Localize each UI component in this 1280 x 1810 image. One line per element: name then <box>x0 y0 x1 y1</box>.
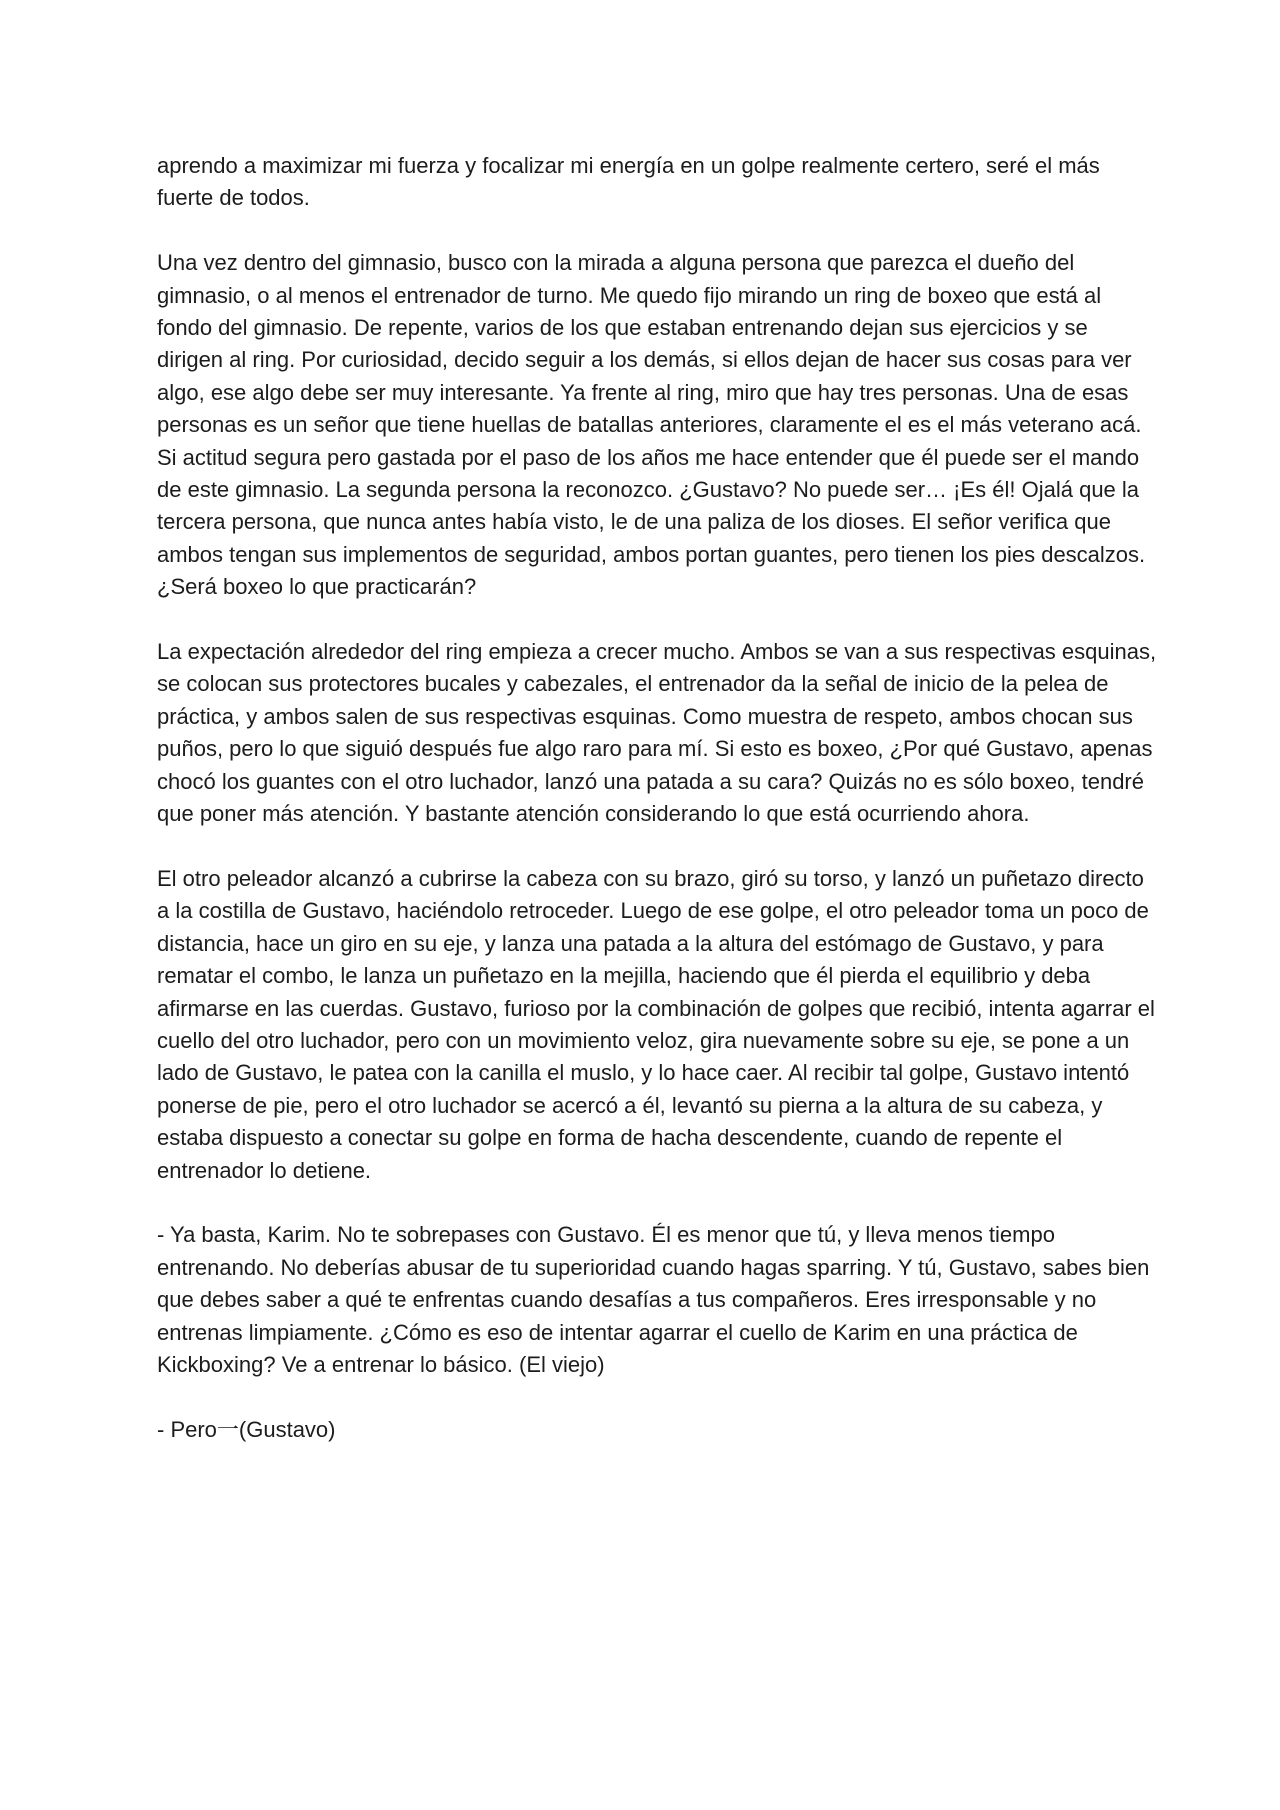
paragraph-fight-start: La expectación alrededor del ring empieza a crecer mucho. Ambos se van a sus respectivas esquinas, se colocan sus protectores bucales y cabezales, el entrenador da la señal de inicio de la pelea de práctica, y ambos salen de sus respectivas esquinas. Como muestra de respeto, ambos chocan sus puños, pero lo que siguió después fue algo raro para mí. Si esto es boxeo, ¿Por qué Gustavo, apenas chocó los guantes con el otro luchador, lanzó una patada a su cara? Quizás no es sólo boxeo, tendré que poner más atención. Y bastante atención considerando lo que está ocurriendo ahora. <box>157 639 1157 827</box>
paragraph-gym-arrival: Una vez dentro del gimnasio, busco con la mirada a alguna persona que parezca el dueño del gimnasio, o al menos el entrenador de turno. Me quedo fijo mirando un ring de boxeo que está al fondo del gimnasio. De repente, varios de los que estaban entrenando dejan sus ejercicios y se dirigen al ring. Por curiosidad, decido seguir a los demás, si ellos dejan de hacer sus cosas para ver algo, ese algo debe ser muy interesante. Ya frente al ring, miro que hay tres personas. Una de esas personas es un señor que tiene huellas de batallas anteriores, claramente el es el más veterano acá. Si actitud segura pero gastada por el paso de los años me hace entender que él puede ser el mando de este gimnasio. La segunda persona la reconozco. ¿Gustavo? No puede ser… ¡Es él! Ojalá que la tercera persona, que nunca antes había visto, le de una paliza de los dioses. El señor verifica que ambos tengan sus implementos de seguridad, ambos portan guantes, pero tienen los pies descalzos. ¿Será boxeo lo que practicarán? <box>157 250 1146 600</box>
dialogue-old-trainer: - Ya basta, Karim. No te sobrepases con Gustavo. Él es menor que tú, y lleva menos tiempo entrenando. No deberías abusar de tu superioridad cuando hagas sparring. Y tú, Gustavo, sabes bien que debes saber a qué te enfrentas cuando desafías a tus compañeros. Eres irresponsable y no entrenas limpiamente. ¿Cómo es eso de intentar agarrar el cuello de Karim en una práctica de Kickboxing? Ve a entrenar lo básico. (El viejo) <box>157 1222 1150 1377</box>
paragraph-fight-combo: El otro peleador alcanzó a cubrirse la cabeza con su brazo, giró su torso, y lanzó un puñetazo directo a la costilla de Gustavo, haciéndolo retroceder. Luego de ese golpe, el otro peleador toma un poco de distancia, hace un giro en su eje, y lanza una patada a la altura del estómago de Gustavo, y para rematar el combo, le lanza un puñetazo en la mejilla, haciendo que él pierda el equilibrio y deba afirmarse en las cuerdas. Gustavo, furioso por la combinación de golpes que recibió, intenta agarrar el cuello del otro luchador, pero con un movimiento veloz, gira nuevamente sobre su eje, se pone a un lado de Gustavo, le patea con la canilla el muslo, y lo hace caer. Al recibir tal golpe, Gustavo intentó ponerse de pie, pero el otro luchador se acercó a él, levantó su pierna a la altura de su cabeza, y estaba dispuesto a conectar su golpe en forma de hacha descendente, cuando de repente el entrenador lo detiene. <box>157 865 1155 1183</box>
paragraph-continuation: aprendo a maximizar mi fuerza y focalizar mi energía en un golpe realmente certero, seré el más fuerte de todos. <box>157 153 1100 211</box>
dialogue-gustavo: - Pero一(Gustavo) <box>157 1416 336 1442</box>
document-body <box>157 150 1157 1446</box>
